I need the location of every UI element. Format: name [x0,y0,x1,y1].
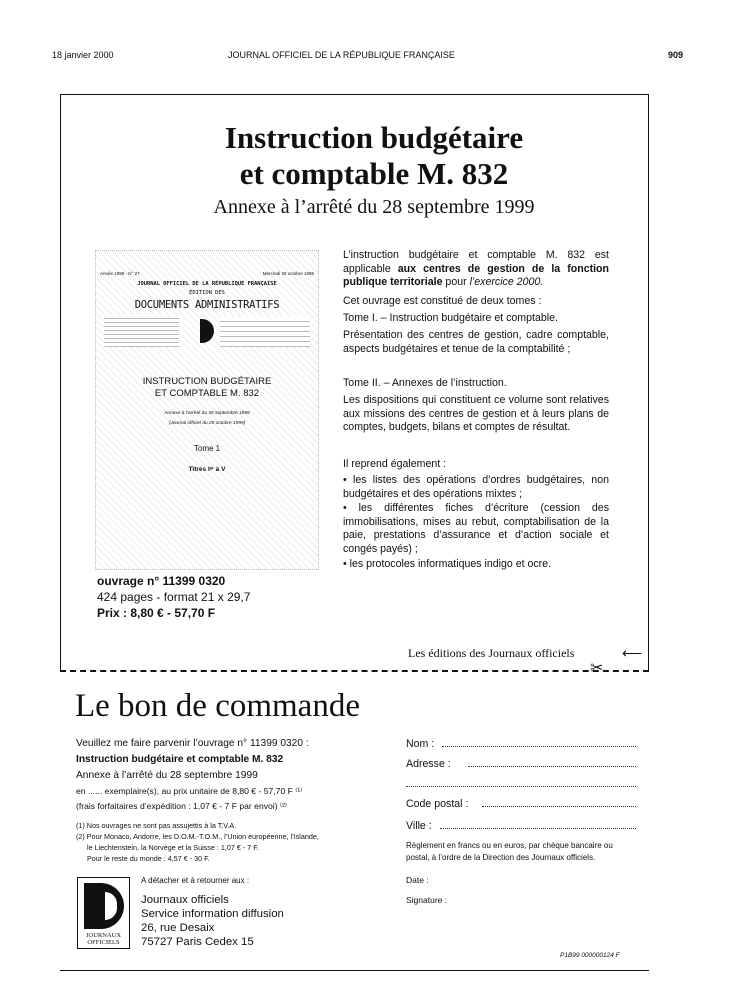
cover-logo [200,319,214,343]
order-line-3: Annexe à l’arrêté du 28 septembre 1999 [76,770,258,781]
logo-word-2: OFFICIELS [87,939,120,946]
page-subtitle: Annexe à l’arrêté du 28 septembre 1999 [213,196,535,218]
description-also: Il reprend également : [343,458,447,470]
address-line-1: Journaux officiels [141,894,229,906]
footnote-1: (1) Nos ouvrages ne sont pas assujettis à la T.V.A. [76,821,237,830]
cover-tome: Tome 1 [193,444,221,453]
product-number: ouvrage n° 11399 0320 [97,574,226,588]
description-tome-2-content: Les dispositions qui constituent ce volume sont relatives aux missions des centres de gestion et à leurs plans de comptes, budgets, bilans et comptes de résultat. [343,394,609,434]
scissors-icon: ✂ [590,660,604,677]
address-line-4: 75727 Paris Cedex 15 [141,936,254,948]
cover-edition: ÉDITION DES [189,290,225,296]
ville-field[interactable] [440,828,636,829]
adresse-field[interactable] [468,766,636,767]
footnote-2: (2) Pour Monaco, Andorre, les D.O.M.-T.O.M., l’Union européenne, l’Islande, [76,832,319,841]
journaux-officiels-logo [77,877,130,949]
cover-collection: DOCUMENTS ADMINISTRATIFS [134,299,280,311]
page-title-line-2: et comptable M. 832 [239,156,509,191]
cover-issue: Année 1999 - N° 27 [100,271,140,276]
address-line-2: Service information diffusion [141,908,284,920]
description-tome-2: Tome II. – Annexes de l’instruction. [343,377,507,389]
order-shipping-line: (frais forfaitaires d’expédition : 1,07 € - 7 F par envoi) ⁽²⁾ [76,801,288,811]
reference-code: P1B99 000000124 F [560,952,620,959]
cover-titres: Titres Iᵉʳ à V [188,466,226,473]
footnote-2-world: Pour le reste du monde : 4,57 € - 30 F. [87,854,210,863]
intro-italic: l’exercice 2000. [469,276,544,289]
header-journal: JOURNAL OFFICIEL DE LA RÉPUBLIQUE FRANÇAISE [228,50,455,60]
cover-annex: Annexe à l’arrêté du 28 septembre 1999 [164,411,250,416]
arrow-left-icon: ⟵ [622,645,643,661]
editions-label: Les éditions des Journaux officiels [408,646,575,660]
book-cover-image [95,250,319,570]
page-title-line-1: Instruction budgétaire [224,120,524,155]
address-line-3: 26, rue Desaix [141,922,215,934]
order-line-2: Instruction budgétaire et comptable M. 832 [76,754,284,765]
cover-title-1: INSTRUCTION BUDGÉTAIRE [142,376,272,387]
adresse-field-line-2[interactable] [406,786,636,787]
signature-label: Signature : [406,895,448,905]
code-postal-label: Code postal : [406,798,469,810]
description-tome-1: Tome I. – Instruction budgétaire et comptable. [343,312,558,324]
cover-published: (Journal officiel du 29 octobre 1999) [168,421,246,426]
description-tomes: Cet ouvrage est constitué de deux tomes : [343,295,542,307]
adresse-label: Adresse : [406,758,451,770]
detach-instruction: A détacher et à retourner aux : [141,876,250,885]
ville-label: Ville : [406,820,432,832]
nom-field[interactable] [442,746,636,747]
cut-line [60,670,649,672]
description-tome-1-content: Présentation des centres de gestion, cadre comptable, aspects budgétaires et tenue de la comptabilité ; [343,329,609,355]
frame-top [60,94,649,95]
nom-label: Nom : [406,738,435,750]
cover-text-block [104,317,179,347]
description-intro [343,249,609,290]
product-pages: 424 pages - format 21 x 29,7 [97,590,251,604]
cover-journal: JOURNAL OFFICIEL DE LA RÉPUBLIQUE FRANÇAISE [137,281,277,287]
cover-title-2: ET COMPTABLE M. 832 [154,388,260,399]
cover-text-block-right [220,317,310,347]
frame-bottom [60,970,649,971]
cover-date: Mercredi 29 octobre 1999 [262,271,314,276]
payment-instructions: Règlement en francs ou en euros, par chèque bancaire ou postal, à l’ordre de la Direction des Journaux officiels. [406,841,613,862]
order-quantity-line[interactable]: en ...... exemplaire(s), au prix unitaire de 8,80 € - 57,70 F ⁽¹⁾ [76,786,303,796]
intro-bold: aux centres de gestion de la fonction publique territoriale [343,262,610,289]
order-line-1: Veuillez me faire parvenir l’ouvrage n° 11399 0320 : [76,738,309,749]
logo-word-1: JOURNAUX [85,932,122,939]
intro-mid: pour [442,276,470,289]
description-bullet-3: • les protocoles informatiques indigo et ocre. [343,558,552,570]
header-page-number: 909 [668,50,684,60]
intro-text: L’instruction budgétaire et comptable M. 832 est applicable [343,249,609,275]
date-label: Date : [406,875,429,885]
product-price: Prix : 8,80 € - 57,70 F [97,606,216,620]
footnote-2-cont: le Liechtenstein, la Norvège et la Suisse : 1,07 € - 7 F. [87,843,259,852]
description-bullet-1: • les listes des opérations d’ordres budgétaires, non budgétaires et des opérations mixtes ; [343,474,609,500]
code-postal-field[interactable] [482,806,636,807]
header-date: 18 janvier 2000 [52,50,114,60]
order-form-heading: Le bon de commande [75,688,360,724]
description-bullet-2: • les différentes fiches d’écriture (cession des immobilisations, mises au rebut, comptabilisation de la paie, prestations d’assurance et d’action sociale et congés payés) ; [343,502,609,555]
